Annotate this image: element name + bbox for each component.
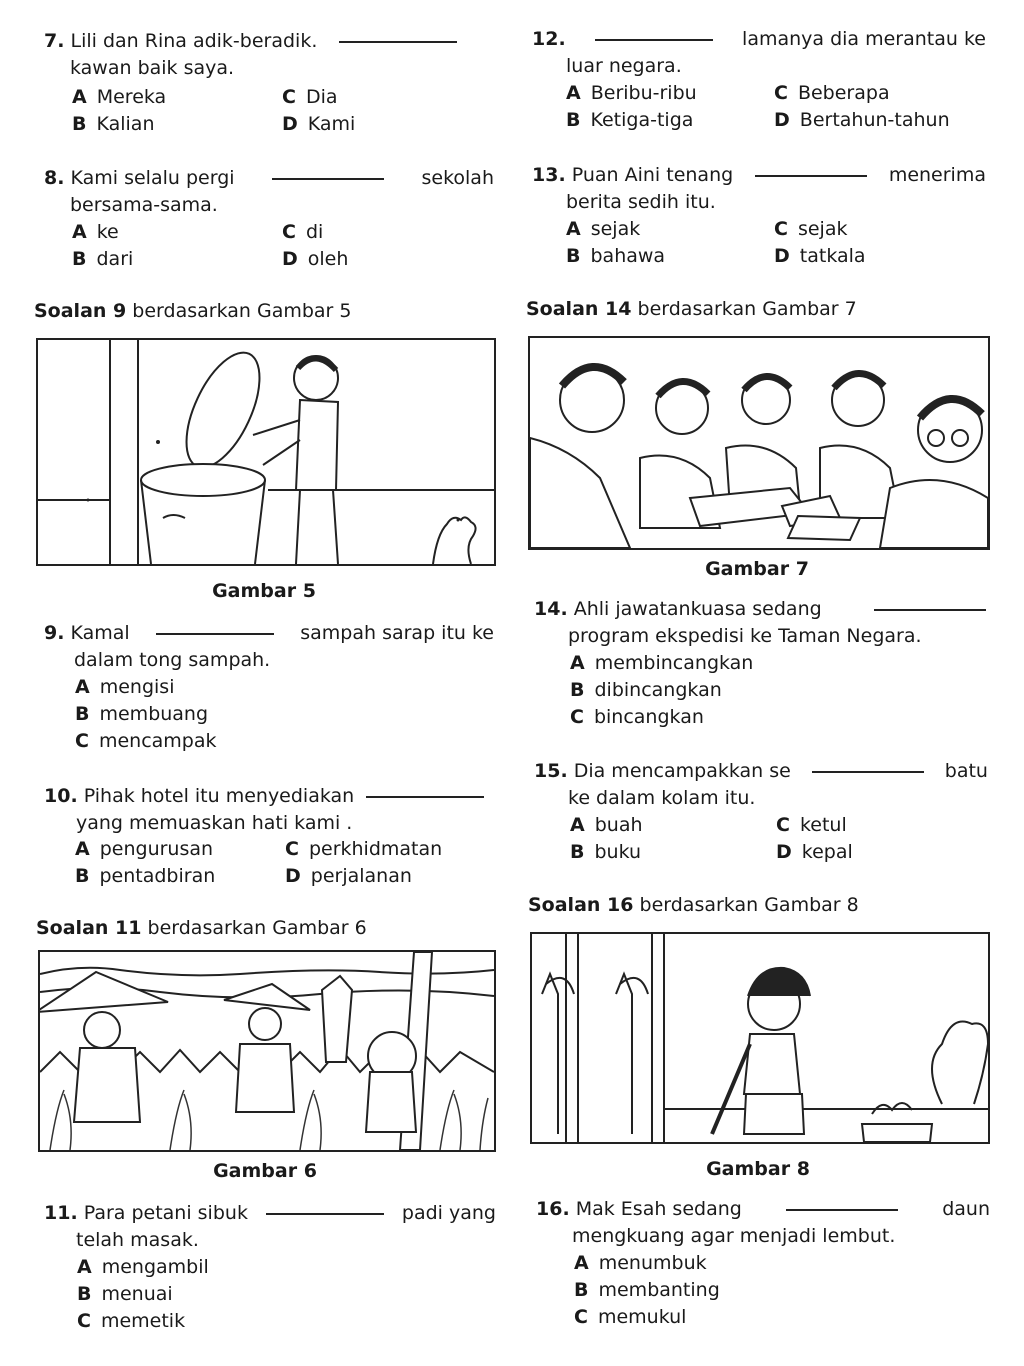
question-15	[534, 758, 988, 812]
question-text: Lili dan Rina adik-beradik.	[70, 30, 318, 52]
answer-blank[interactable]	[366, 795, 484, 798]
question-text: Ahli jawatankuasa sedang	[573, 598, 822, 620]
picture-gambar-6	[38, 950, 496, 1152]
caption-gambar-6: Gambar 6	[213, 1160, 317, 1182]
question-14	[534, 596, 986, 650]
caption-gambar-5: Gambar 5	[212, 580, 316, 602]
question-text-line2: mengkuang agar menjadi lembut.	[572, 1225, 896, 1247]
option-a[interactable]: A pengurusan	[75, 838, 214, 860]
answer-blank[interactable]	[156, 632, 274, 635]
caption-gambar-7: Gambar 7	[705, 558, 809, 580]
option-b[interactable]: B dari	[72, 248, 134, 270]
option-c[interactable]: C bincangkan	[570, 706, 704, 728]
question-number: 16.	[536, 1198, 570, 1220]
option-c[interactable]: C sejak	[774, 218, 848, 240]
answer-blank[interactable]	[339, 40, 457, 43]
question-text-tail: sampah sarap itu ke	[300, 622, 494, 644]
question-number: 11.	[44, 1202, 78, 1224]
option-b[interactable]: B menuai	[77, 1283, 173, 1305]
picture-gambar-8	[530, 932, 990, 1144]
heading-soalan-16: Soalan 16 berdasarkan Gambar 8	[528, 894, 859, 916]
question-10	[44, 783, 494, 837]
answer-blank[interactable]	[812, 770, 924, 773]
question-text-line2: kawan baik saya.	[70, 57, 235, 79]
option-c[interactable]: C memetik	[77, 1310, 186, 1332]
option-a[interactable]: A buah	[570, 814, 643, 836]
heading-soalan-11: Soalan 11 berdasarkan Gambar 6	[36, 917, 367, 939]
question-text: Kamal	[70, 622, 130, 644]
caption-gambar-8: Gambar 8	[706, 1158, 810, 1180]
question-text-line2: ke dalam kolam itu.	[568, 787, 756, 809]
question-number: 12.	[532, 28, 566, 50]
question-7	[44, 28, 494, 82]
option-b[interactable]: B pentadbiran	[75, 865, 216, 887]
question-number: 8.	[44, 167, 65, 189]
question-text: Para petani sibuk	[83, 1202, 248, 1224]
question-number: 9.	[44, 622, 65, 644]
option-b[interactable]: B dibincangkan	[570, 679, 722, 701]
question-text-tail: padi yang	[401, 1202, 496, 1224]
option-a[interactable]: A membincangkan	[570, 652, 754, 674]
question-text-line2: program ekspedisi ke Taman Negara.	[568, 625, 922, 647]
question-text-tail: batu	[944, 760, 988, 782]
question-text: lamanya dia merantau ke	[742, 28, 986, 50]
question-number: 13.	[532, 164, 566, 186]
option-b[interactable]: B bahawa	[566, 245, 666, 267]
option-a[interactable]: A Beribu-ribu	[566, 82, 697, 104]
picture-gambar-7	[528, 336, 990, 550]
option-a[interactable]: A ke	[72, 221, 119, 243]
option-d[interactable]: D tatkala	[774, 245, 866, 267]
question-number: 10.	[44, 785, 78, 807]
question-8	[44, 165, 494, 219]
option-c[interactable]: C ketul	[776, 814, 847, 836]
option-d[interactable]: D perjalanan	[285, 865, 412, 887]
question-text-line2: bersama-sama.	[70, 194, 218, 216]
question-9	[44, 620, 494, 674]
option-c[interactable]: C mencampak	[75, 730, 217, 752]
option-d[interactable]: D Kami	[282, 113, 356, 135]
question-text: Mak Esah sedang	[575, 1198, 742, 1220]
question-text: Pihak hotel itu menyediakan	[83, 785, 355, 807]
question-11	[44, 1200, 496, 1254]
option-a[interactable]: A mengambil	[77, 1256, 209, 1278]
question-text-tail: sekolah	[421, 167, 494, 189]
question-text: Dia mencampakkan se	[573, 760, 791, 782]
option-d[interactable]: D kepal	[776, 841, 853, 863]
question-number: 7.	[44, 30, 65, 52]
option-c[interactable]: C perkhidmatan	[285, 838, 443, 860]
question-text: Puan Aini tenang	[571, 164, 734, 186]
option-a[interactable]: A menumbuk	[574, 1252, 707, 1274]
option-c[interactable]: C Beberapa	[774, 82, 890, 104]
option-c[interactable]: C di	[282, 221, 324, 243]
option-a[interactable]: A sejak	[566, 218, 641, 240]
option-b[interactable]: B membuang	[75, 703, 209, 725]
option-b[interactable]: B Ketiga-tiga	[566, 109, 694, 131]
option-b[interactable]: B buku	[570, 841, 642, 863]
question-13	[532, 162, 986, 216]
picture-gambar-5	[36, 338, 496, 566]
question-text-line2: yang memuaskan hati kami .	[76, 812, 353, 834]
question-text: Kami selalu pergi	[70, 167, 235, 189]
option-d[interactable]: D Bertahun-tahun	[774, 109, 950, 131]
answer-blank[interactable]	[786, 1208, 898, 1211]
option-c[interactable]: C memukul	[574, 1306, 687, 1328]
question-text-line2: berita sedih itu.	[566, 191, 716, 213]
question-number: 15.	[534, 760, 568, 782]
heading-soalan-14: Soalan 14 berdasarkan Gambar 7	[526, 298, 857, 320]
option-b[interactable]: B Kalian	[72, 113, 155, 135]
answer-blank[interactable]	[595, 38, 713, 41]
heading-soalan-9: Soalan 9 berdasarkan Gambar 5	[34, 300, 352, 322]
option-d[interactable]: D oleh	[282, 248, 349, 270]
question-text-line2: dalam tong sampah.	[74, 649, 271, 671]
answer-blank[interactable]	[755, 174, 867, 177]
option-b[interactable]: B membanting	[574, 1279, 720, 1301]
question-12	[532, 26, 986, 80]
option-a[interactable]: A Mereka	[72, 86, 167, 108]
answer-blank[interactable]	[266, 1212, 384, 1215]
question-16	[536, 1196, 990, 1250]
answer-blank[interactable]	[874, 608, 986, 611]
question-number: 14.	[534, 598, 568, 620]
option-c[interactable]: C Dia	[282, 86, 338, 108]
question-text-tail: daun	[942, 1198, 990, 1220]
question-text-line2: telah masak.	[76, 1229, 199, 1251]
question-text-line2: luar negara.	[566, 55, 682, 77]
answer-blank[interactable]	[272, 177, 384, 180]
question-text-tail: menerima	[888, 164, 986, 186]
option-a[interactable]: A mengisi	[75, 676, 175, 698]
